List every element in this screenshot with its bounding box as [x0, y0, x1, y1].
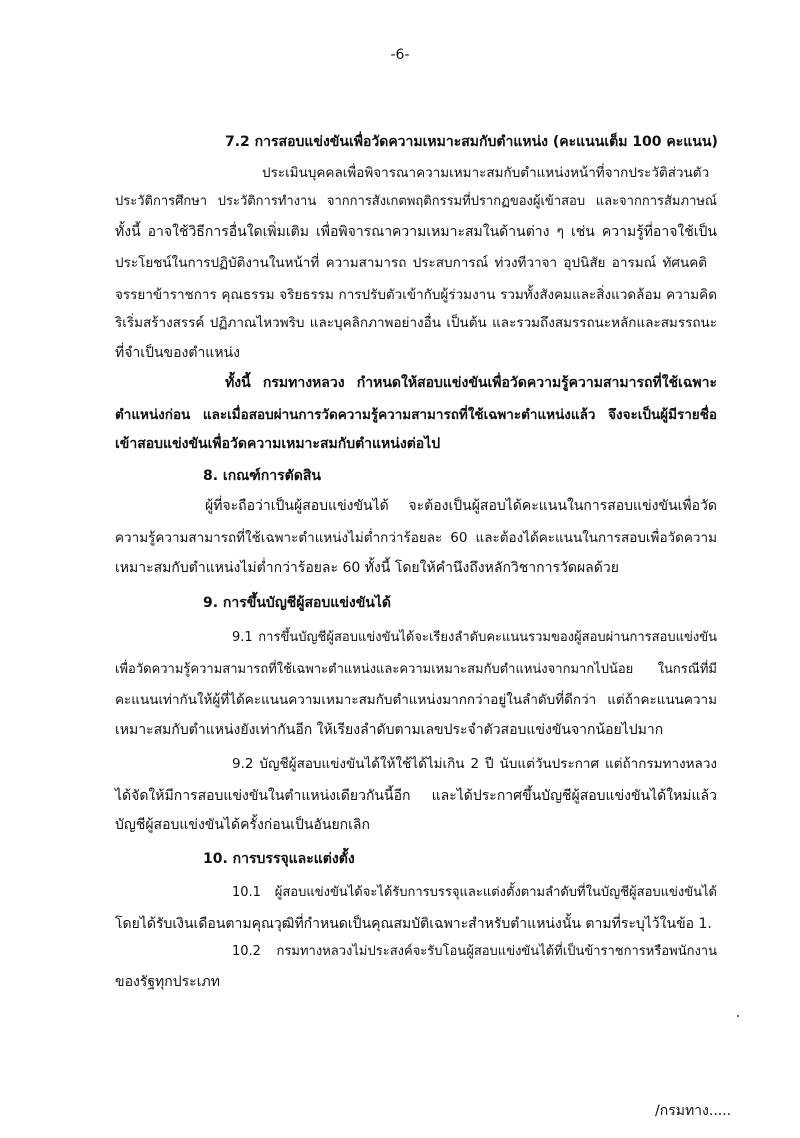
- paragraph-line: บัญชีผู้สอบแข่งขันได้ครั้งก่อนเป็นอันยกเลิก: [115, 817, 370, 833]
- page-number: -6-: [390, 47, 410, 63]
- paragraph-line: ผู้ที่จะถือว่าเป็นผู้สอบแข่งขันได้ จะต้องเป็นผู้สอบได้คะแนนในการสอบแข่งขันเพื่อวัด: [205, 498, 717, 514]
- paragraph-line: ริเริ่มสร้างสรรค์ ปฏิภาณไหวพริบ และบุคลิกภาพอย่างอื่น เป็นต้น และรวมถึงสมรรถนะหลักและสมรรถนะ: [115, 315, 717, 331]
- paragraph-line: ความรู้ความสามารถที่ใช้เฉพาะตำแหน่งไม่ต่ำกว่าร้อยละ 60 และต้องได้คะแนนในการสอบเพื่อวัดความ: [115, 530, 717, 546]
- paragraph-line: ประวัติการศึกษา ประวัติการทำงาน จากการสังเกตพฤติกรรมที่ปรากฏของผู้เข้าสอบ และจากการสัมภาษณ์: [115, 194, 717, 209]
- section-10-heading: 10. การบรรจุและแต่งตั้ง: [203, 851, 355, 867]
- paragraph-line: ได้จัดให้มีการสอบแข่งขันในตำแหน่งเดียวกันนี้อีก และได้ประกาศขึ้นบัญชีผู้สอบแข่งขันได้ใหม่แล้ว: [115, 788, 717, 804]
- bold-paragraph-line: ตำแหน่งก่อน และเมื่อสอบผ่านการวัดความรู้ความสามารถที่ใช้เฉพาะตำแหน่งแล้ว จึงจะเป็นผู้มีรายชื่อ: [115, 407, 717, 423]
- paragraph-line: ทั้งนี้ อาจใช้วิธีการอื่นใดเพิ่มเติม เพื่อพิจารณาความเหมาะสมในด้านต่าง ๆ เช่น ความรู้ที่อาจใช้เป็น: [115, 224, 717, 240]
- paragraph-line: จรรยาข้าราชการ คุณธรรม จริยธรรม การปรับตัวเข้ากับผู้ร่วมงาน รวมทั้งสังคมและสิ่งแวดล้อม ความคิด: [115, 287, 717, 303]
- bold-paragraph-line: ทั้งนี้ กรมทางหลวง กำหนดให้สอบแข่งขันเพื่อวัดความรู้ความสามารถที่ใช้เฉพาะ: [225, 375, 717, 391]
- paragraph-line: ประเมินบุคคลเพื่อพิจารณาความเหมาะสมกับตำแหน่งหน้าที่จากประวัติส่วนตัว: [262, 165, 710, 181]
- stray-mark: [737, 1015, 739, 1017]
- section-7-2-heading: 7.2 การสอบแข่งขันเพื่อวัดความเหมาะสมกับตำแหน่ง (คะแนนเต็ม 100 คะแนน): [225, 134, 718, 150]
- section-9-heading: 9. การขึ้นบัญชีผู้สอบแข่งขันได้: [203, 595, 391, 611]
- paragraph-line: โดยได้รับเงินเดือนตามคุณวุฒิที่กำหนดเป็นคุณสมบัติเฉพาะสำหรับตำแหน่งนั้น ตามที่ระบุไว้ในข้อ 1.: [115, 916, 712, 932]
- paragraph-line: เหมาะสมกับตำแหน่งไม่ต่ำกว่าร้อยละ 60 ทั้งนี้ โดยให้คำนึงถึงหลักวิชาการวัดผลด้วย: [115, 560, 619, 576]
- section-8-heading: 8. เกณฑ์การตัดสิน: [203, 468, 321, 484]
- paragraph-line: ของรัฐทุกประเภท: [115, 974, 220, 990]
- paragraph-line: เพื่อวัดความรู้ความสามารถที่ใช้เฉพาะตำแหน่งและความเหมาะสมกับตำแหน่งจากมากไปน้อย ในกรณีที่มี: [115, 662, 717, 677]
- paragraph-line: ประโยชน์ในการปฏิบัติงานในหน้าที่ ความสามารถ ประสบการณ์ ท่วงทีวาจา อุปนิสัย อารมณ์ ทัศนคติ: [115, 255, 707, 271]
- paragraph-line: 9.2 บัญชีผู้สอบแข่งขันได้ให้ใช้ได้ไม่เกิน 2 ปี นับแต่วันประกาศ แต่ถ้ากรมทางหลวง: [232, 756, 717, 772]
- paragraph-line: 9.1 การขึ้นบัญชีผู้สอบแข่งขันได้จะเรียงลำดับคะแนนรวมของผู้สอบผ่านการสอบแข่งขัน: [232, 630, 717, 645]
- paragraph-line: 10.2 กรมทางหลวงไม่ประสงค์จะรับโอนผู้สอบแข่งขันได้ที่เป็นข้าราชการหรือพนักงาน: [232, 944, 717, 959]
- paragraph-line: คะแนนเท่ากันให้ผู้ที่ได้คะแนนความเหมาะสมกับตำแหน่งมากกว่าอยู่ในลำดับที่ดีกว่า แต่ถ้าคะแนนความ: [115, 692, 717, 708]
- continuation-footer: /กรมทาง.....: [655, 1103, 732, 1119]
- paragraph-line: 10.1 ผู้สอบแข่งขันได้จะได้รับการบรรจุและแต่งตั้งตามลำดับที่ในบัญชีผู้สอบแข่งขันได้: [232, 885, 717, 900]
- bold-paragraph-line: เข้าสอบแข่งขันเพื่อวัดความเหมาะสมกับตำแหน่งต่อไป: [115, 436, 441, 452]
- paragraph-line: เหมาะสมกับตำแหน่งยังเท่ากันอีก ให้เรียงลำดับตามเลขประจำตัวสอบแข่งขันจากน้อยไปมาก: [115, 722, 664, 738]
- paragraph-line: ที่จำเป็นของตำแหน่ง: [115, 345, 240, 361]
